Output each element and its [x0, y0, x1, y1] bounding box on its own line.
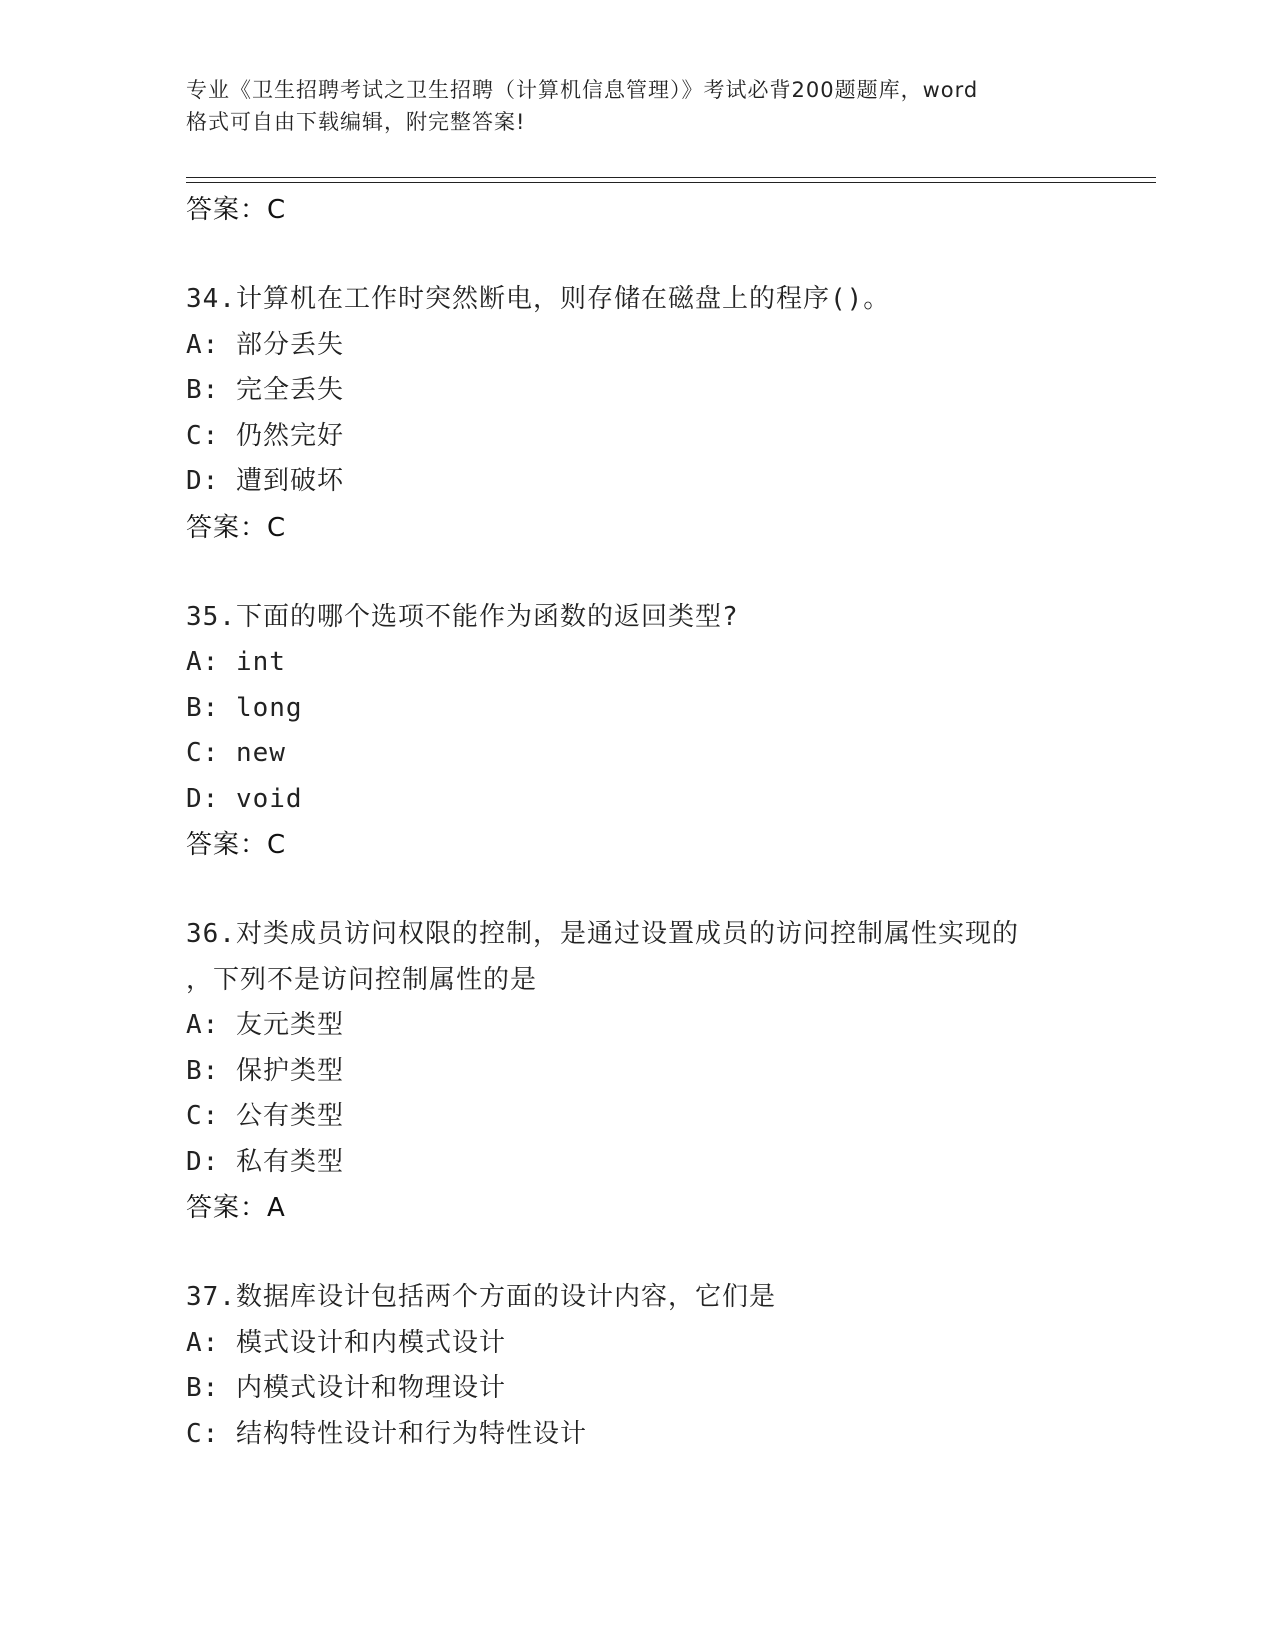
option-c: C: new: [186, 738, 286, 768]
question-36: [186, 912, 1086, 1231]
question-text: 34.计算机在工作时突然断电，则存储在磁盘上的程序()。: [186, 284, 891, 314]
option-d: D: void: [186, 783, 303, 814]
question-text-continued: ，下列不是访问控制属性的是: [186, 964, 538, 995]
header-line-2: 格式可自由下载编辑，附完整答案!: [186, 110, 526, 134]
question-text: 36.对类成员访问权限的控制，是通过设置成员的访问控制属性实现的: [186, 919, 1019, 949]
answer-line: 答案：C: [186, 830, 287, 860]
option-b: B: 完全丢失: [186, 375, 344, 405]
answer-line: 答案：C: [186, 512, 287, 543]
answer-line: 答案：A: [186, 1193, 286, 1223]
question-list: [186, 187, 1086, 1457]
option-a: A: 部分丢失: [186, 329, 344, 360]
option-c: C: 结构特性设计和行为特性设计: [186, 1418, 587, 1449]
answer-line: 答案：C: [186, 195, 287, 225]
option-a: A: 友元类型: [186, 1010, 344, 1040]
option-b: B: long: [186, 692, 303, 723]
option-d: D: 私有类型: [186, 1146, 344, 1177]
document-header: [186, 74, 1106, 138]
question-37: [186, 1275, 1086, 1457]
header-line-1: 专业《卫生招聘考试之卫生招聘（计算机信息管理）》考试必背200题题库，word: [186, 78, 979, 102]
question-text: 35.下面的哪个选项不能作为函数的返回类型?: [186, 601, 739, 632]
option-c: C: 仍然完好: [186, 420, 344, 451]
option-b: B: 保护类型: [186, 1055, 344, 1086]
option-c: C: 公有类型: [186, 1101, 344, 1131]
option-b: B: 内模式设计和物理设计: [186, 1373, 506, 1403]
question-text: 37.数据库设计包括两个方面的设计内容，它们是: [186, 1282, 776, 1312]
option-d: D: 遭到破坏: [186, 466, 344, 496]
header-divider-top: [186, 177, 1156, 178]
option-a: A: 模式设计和内模式设计: [186, 1327, 506, 1358]
question-34: [186, 277, 1086, 551]
header-divider-bottom: [186, 182, 1156, 183]
option-a: A: int: [186, 647, 286, 677]
question-35: [186, 595, 1086, 869]
